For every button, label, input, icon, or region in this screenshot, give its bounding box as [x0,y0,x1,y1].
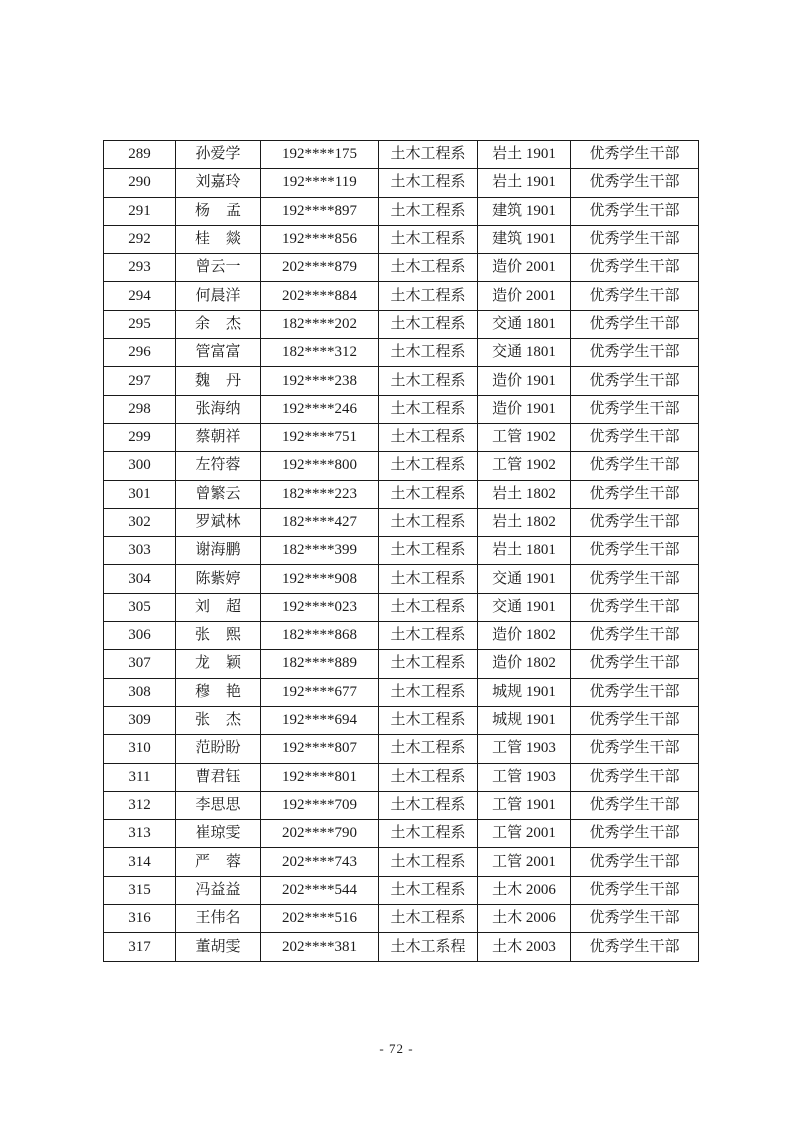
cell-department: 土木工程系 [379,169,478,197]
table-row [104,282,699,310]
cell-award: 优秀学生干部 [571,763,699,791]
cell-award: 优秀学生干部 [571,197,699,225]
cell-department: 土木工程系 [379,565,478,593]
cell-student-id: 192****807 [261,735,379,763]
table-row [104,791,699,819]
cell-department: 土木工程系 [379,650,478,678]
table-row [104,763,699,791]
table-row [104,650,699,678]
table-row [104,395,699,423]
cell-no: 303 [104,537,176,565]
cell-department: 土木工程系 [379,395,478,423]
cell-department: 土木工程系 [379,848,478,876]
cell-no: 304 [104,565,176,593]
cell-student-id: 202****879 [261,254,379,282]
cell-class-name: 造价 1901 [478,367,571,395]
cell-student-id: 192****801 [261,763,379,791]
cell-student-id: 182****202 [261,310,379,338]
table-row [104,622,699,650]
cell-class-name: 工管 2001 [478,820,571,848]
cell-no: 299 [104,423,176,451]
cell-name [176,622,261,650]
cell-award: 优秀学生干部 [571,225,699,253]
cell-award: 优秀学生干部 [571,367,699,395]
cell-student-id: 192****751 [261,423,379,451]
cell-award: 优秀学生干部 [571,480,699,508]
cell-name [176,310,261,338]
cell-name: 范盼盼 [176,735,261,763]
cell-award: 优秀学生干部 [571,282,699,310]
cell-student-id: 182****427 [261,508,379,536]
cell-no: 293 [104,254,176,282]
cell-no: 296 [104,339,176,367]
cell-no: 310 [104,735,176,763]
cell-department: 土木工程系 [379,763,478,791]
cell-award: 优秀学生干部 [571,508,699,536]
student-name: 穆艳 [195,683,241,700]
cell-student-id: 182****399 [261,537,379,565]
cell-department: 土木工程系 [379,622,478,650]
cell-class-name: 岩土 1901 [478,141,571,169]
cell-name: 董胡雯 [176,933,261,962]
student-name: 杨孟 [195,202,241,219]
cell-student-id: 182****889 [261,650,379,678]
cell-class-name: 城规 1901 [478,706,571,734]
cell-award: 优秀学生干部 [571,706,699,734]
cell-student-id: 192****897 [261,197,379,225]
cell-award: 优秀学生干部 [571,169,699,197]
cell-department: 土木工程系 [379,141,478,169]
cell-department: 土木工程系 [379,282,478,310]
cell-class-name: 建筑 1901 [478,225,571,253]
table-row [104,480,699,508]
table-row [104,508,699,536]
cell-no: 295 [104,310,176,338]
cell-name: 孙爱学 [176,141,261,169]
table-row [104,678,699,706]
cell-student-id: 202****381 [261,933,379,962]
cell-award: 优秀学生干部 [571,735,699,763]
cell-name: 谢海鹏 [176,537,261,565]
cell-award: 优秀学生干部 [571,565,699,593]
cell-name: 何晨洋 [176,282,261,310]
cell-department: 土木工程系 [379,197,478,225]
student-award-table [103,140,699,962]
cell-name: 崔琼雯 [176,820,261,848]
table-row [104,452,699,480]
cell-no: 298 [104,395,176,423]
table-row [104,537,699,565]
cell-class-name: 造价 1901 [478,395,571,423]
cell-no: 311 [104,763,176,791]
cell-department: 土木工程系 [379,905,478,933]
award-table-body [104,141,699,962]
cell-no: 300 [104,452,176,480]
cell-student-id: 202****743 [261,848,379,876]
cell-name [176,706,261,734]
cell-department: 土木工程系 [379,537,478,565]
cell-award: 优秀学生干部 [571,848,699,876]
cell-name: 蔡朝祥 [176,423,261,451]
cell-student-id: 182****312 [261,339,379,367]
cell-class-name: 土木 2003 [478,933,571,962]
cell-class-name: 造价 1802 [478,622,571,650]
cell-name: 陈紫婷 [176,565,261,593]
cell-department: 土木工程系 [379,735,478,763]
cell-no: 308 [104,678,176,706]
cell-no: 305 [104,593,176,621]
cell-student-id: 192****800 [261,452,379,480]
cell-class-name: 交通 1901 [478,593,571,621]
cell-name [176,678,261,706]
cell-name [176,848,261,876]
cell-no: 289 [104,141,176,169]
student-name: 刘超 [195,598,241,615]
cell-class-name: 交通 1901 [478,565,571,593]
cell-no: 294 [104,282,176,310]
cell-class-name: 岩土 1802 [478,508,571,536]
cell-name: 张海纳 [176,395,261,423]
cell-no: 312 [104,791,176,819]
table-row [104,367,699,395]
table-row [104,423,699,451]
cell-award: 优秀学生干部 [571,141,699,169]
table-row [104,565,699,593]
cell-name: 罗斌林 [176,508,261,536]
table-row [104,848,699,876]
cell-student-id: 182****868 [261,622,379,650]
cell-student-id: 192****175 [261,141,379,169]
cell-class-name: 交通 1801 [478,310,571,338]
cell-no: 297 [104,367,176,395]
cell-class-name: 工管 1902 [478,423,571,451]
cell-department: 土木工程系 [379,452,478,480]
cell-department: 土木工程系 [379,480,478,508]
cell-class-name: 工管 1902 [478,452,571,480]
cell-no: 313 [104,820,176,848]
cell-class-name: 岩土 1901 [478,169,571,197]
cell-name [176,197,261,225]
cell-award: 优秀学生干部 [571,820,699,848]
cell-department: 土木工系程 [379,933,478,962]
cell-name: 李思思 [176,791,261,819]
cell-no: 302 [104,508,176,536]
cell-department: 土木工程系 [379,593,478,621]
cell-award: 优秀学生干部 [571,622,699,650]
cell-no: 301 [104,480,176,508]
table-row [104,593,699,621]
cell-name: 左符蓉 [176,452,261,480]
cell-class-name: 工管 1903 [478,735,571,763]
cell-name: 曹君钰 [176,763,261,791]
cell-department: 土木工程系 [379,339,478,367]
table-row [104,141,699,169]
student-name: 桂燚 [195,231,241,248]
cell-award: 优秀学生干部 [571,933,699,962]
cell-class-name: 岩土 1802 [478,480,571,508]
cell-name [176,593,261,621]
cell-department: 土木工程系 [379,820,478,848]
table-row [104,339,699,367]
cell-class-name: 造价 2001 [478,282,571,310]
cell-no: 316 [104,905,176,933]
table-row [104,735,699,763]
cell-class-name: 岩土 1801 [478,537,571,565]
student-name: 张杰 [195,712,241,729]
table-row [104,197,699,225]
cell-no: 317 [104,933,176,962]
cell-award: 优秀学生干部 [571,650,699,678]
table-row [104,254,699,282]
table-row [104,820,699,848]
table-row [104,933,699,962]
cell-award: 优秀学生干部 [571,395,699,423]
cell-student-id: 192****238 [261,367,379,395]
cell-name: 管富富 [176,339,261,367]
cell-student-id: 192****677 [261,678,379,706]
table-row [104,169,699,197]
cell-department: 土木工程系 [379,678,478,706]
cell-student-id: 202****516 [261,905,379,933]
student-name: 余杰 [195,315,241,332]
page-number: - 72 - [379,1041,414,1056]
cell-award: 优秀学生干部 [571,339,699,367]
cell-student-id: 192****246 [261,395,379,423]
cell-class-name: 造价 1802 [478,650,571,678]
cell-department: 土木工程系 [379,225,478,253]
cell-student-id: 192****023 [261,593,379,621]
cell-student-id: 202****544 [261,876,379,904]
cell-class-name: 工管 2001 [478,848,571,876]
cell-class-name: 交通 1801 [478,339,571,367]
cell-class-name: 土木 2006 [478,876,571,904]
cell-name: 刘嘉玲 [176,169,261,197]
student-name: 张熙 [195,627,241,644]
cell-name [176,650,261,678]
cell-award: 优秀学生干部 [571,423,699,451]
cell-department: 土木工程系 [379,254,478,282]
cell-no: 292 [104,225,176,253]
student-name: 严蓉 [195,853,241,870]
cell-award: 优秀学生干部 [571,593,699,621]
cell-class-name: 工管 1901 [478,791,571,819]
cell-name: 曾云一 [176,254,261,282]
cell-student-id: 192****908 [261,565,379,593]
student-name: 龙颖 [195,655,241,672]
cell-name [176,225,261,253]
cell-award: 优秀学生干部 [571,310,699,338]
table-row [104,706,699,734]
table-row [104,310,699,338]
cell-department: 土木工程系 [379,423,478,451]
cell-student-id: 192****119 [261,169,379,197]
cell-class-name: 城规 1901 [478,678,571,706]
cell-student-id: 202****790 [261,820,379,848]
cell-student-id: 182****223 [261,480,379,508]
cell-department: 土木工程系 [379,706,478,734]
cell-department: 土木工程系 [379,791,478,819]
table-row [104,225,699,253]
cell-department: 土木工程系 [379,367,478,395]
cell-student-id: 192****856 [261,225,379,253]
cell-award: 优秀学生干部 [571,452,699,480]
cell-award: 优秀学生干部 [571,254,699,282]
cell-department: 土木工程系 [379,508,478,536]
cell-name: 王伟名 [176,905,261,933]
cell-department: 土木工程系 [379,310,478,338]
cell-no: 306 [104,622,176,650]
cell-class-name: 土木 2006 [478,905,571,933]
table-row [104,905,699,933]
cell-name: 冯益益 [176,876,261,904]
cell-no: 291 [104,197,176,225]
cell-award: 优秀学生干部 [571,678,699,706]
cell-name: 曾繁云 [176,480,261,508]
cell-award: 优秀学生干部 [571,876,699,904]
cell-class-name: 工管 1903 [478,763,571,791]
cell-student-id: 192****694 [261,706,379,734]
cell-department: 土木工程系 [379,876,478,904]
student-name: 魏丹 [195,372,241,389]
cell-no: 290 [104,169,176,197]
cell-award: 优秀学生干部 [571,905,699,933]
cell-no: 314 [104,848,176,876]
cell-award: 优秀学生干部 [571,537,699,565]
cell-student-id: 202****884 [261,282,379,310]
cell-no: 307 [104,650,176,678]
cell-class-name: 建筑 1901 [478,197,571,225]
cell-no: 315 [104,876,176,904]
cell-class-name: 造价 2001 [478,254,571,282]
cell-name [176,367,261,395]
table-row [104,876,699,904]
cell-no: 309 [104,706,176,734]
cell-award: 优秀学生干部 [571,791,699,819]
cell-student-id: 192****709 [261,791,379,819]
